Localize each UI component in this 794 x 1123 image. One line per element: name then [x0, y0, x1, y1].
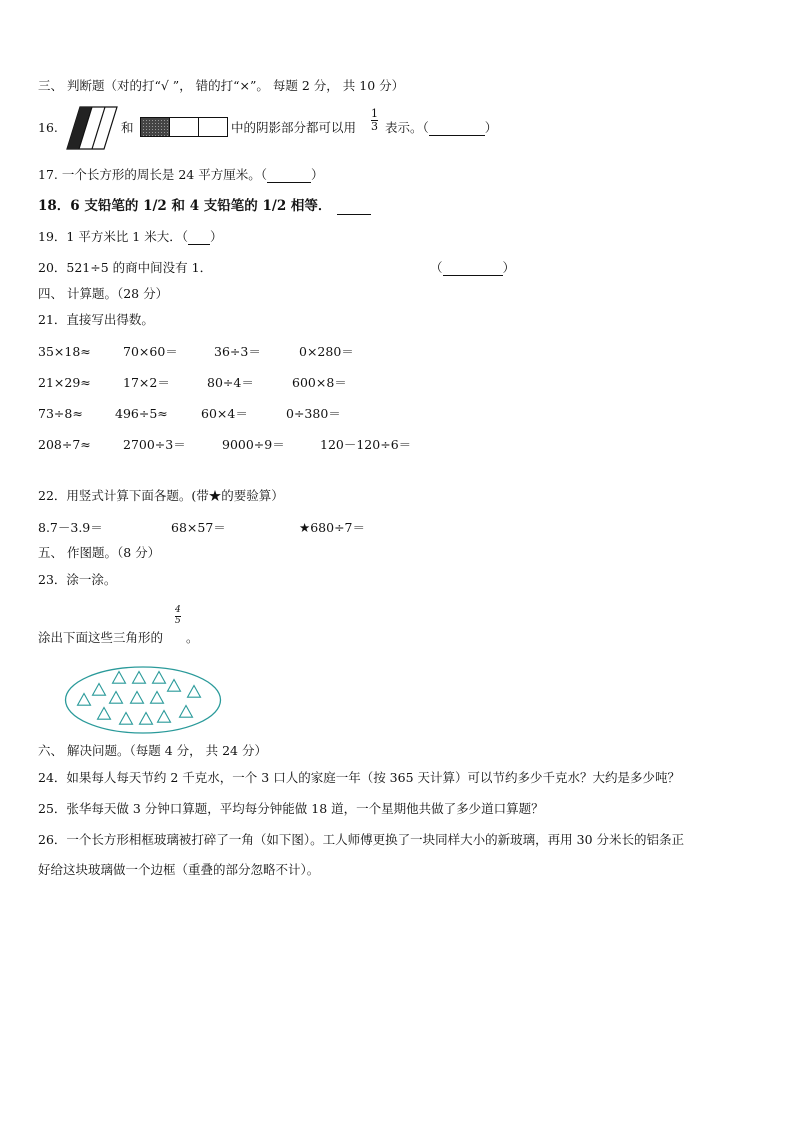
q23-frac-num: 4: [175, 605, 181, 615]
q18-line: [38, 200, 371, 215]
q18-answer-blank[interactable]: [337, 200, 371, 215]
q24-text: 24．如果每人每天节约 2 千克水，一个 3 口人的家庭一年（按 365 天计算）可以节约多少千克水？大约是多少吨？: [38, 770, 681, 785]
q21-r2-c3: 80÷4＝: [207, 375, 254, 390]
q16-fraction: [371, 108, 378, 133]
q23-tail: 。: [186, 630, 199, 645]
q19-line: [38, 231, 223, 245]
triangle-shape[interactable]: [168, 680, 181, 692]
q16-number: 16.: [38, 120, 58, 135]
q17-paren-close: ）: [310, 167, 324, 182]
q26-line-2: 好给这块玻璃做一个边框（重叠的部分忽略不计）。: [38, 862, 320, 877]
q21-title: 21．直接写出得数。: [38, 312, 154, 327]
q21-r2-c4: 600×8＝: [292, 375, 347, 390]
triangle-shape[interactable]: [133, 672, 146, 684]
triangle-shape[interactable]: [140, 713, 153, 725]
q21-r4-c2: 2700÷3＝: [123, 437, 186, 452]
q23-title: 23．涂一涂。: [38, 572, 117, 587]
q21-r1-c4: 0×280＝: [299, 344, 354, 359]
q17-line: [38, 169, 323, 183]
q17-text: 17. 一个长方形的周长是 24 平方厘米。（: [38, 167, 267, 182]
triangle-shape[interactable]: [93, 684, 106, 696]
section-3-heading: 三、 判断题（对的打“√ ”， 错的打“×”。 每题 2 分， 共 10 分）: [38, 78, 405, 93]
section-4-heading: 四、 计算题。（28 分）: [38, 286, 169, 301]
q22-item-3: ★680÷7＝: [299, 520, 365, 535]
triangle-shape[interactable]: [78, 694, 91, 706]
q16-parallelogram-figure: [66, 106, 118, 150]
q21-r3-c2: 496÷5≈: [115, 406, 168, 421]
q16-frac-den: 3: [371, 120, 378, 133]
q19-paren-close: ）: [209, 229, 223, 244]
q20-paren-open: （: [430, 260, 443, 275]
q16-text-after: [385, 122, 497, 136]
q21-r1-c3: 36÷3＝: [214, 344, 261, 359]
q19-text: 19．1 平方米比 1 米大．（: [38, 229, 188, 244]
triangle-shape[interactable]: [188, 686, 201, 698]
section-6-heading: 六、 解决问题。（每题 4 分， 共 24 分）: [38, 743, 267, 758]
q22-title: 22．用竖式计算下面各题。(带★的要验算）: [38, 488, 284, 503]
triangle-shape[interactable]: [120, 713, 133, 725]
q23-triangles: [78, 672, 201, 725]
triangle-shape[interactable]: [180, 706, 193, 718]
q23-frac-den: 5: [175, 616, 181, 626]
q21-r1-c2: 70×60＝: [123, 344, 178, 359]
q20-paren-close: ）: [502, 260, 516, 275]
q16-paren-close: ）: [484, 120, 498, 135]
triangle-shape[interactable]: [158, 711, 171, 723]
q18-text: 18．6 支铅笔的 1/2 和 4 支铅笔的 1/2 相等．: [38, 198, 332, 214]
q26-line-1: 26．一个长方形相框玻璃被打碎了一角（如下图）。工人师傅更换了一块同样大小的新玻璃，再用 30 分米长的铝条正: [38, 832, 685, 847]
q21-r4-c3: 9000÷9＝: [222, 437, 285, 452]
triangle-shape[interactable]: [113, 672, 126, 684]
q23-text: 涂出下面这些三角形的: [38, 630, 164, 645]
q21-r2-c2: 17×2＝: [123, 375, 170, 390]
q21-r3-c3: 60×4＝: [201, 406, 248, 421]
q20-answer-blank[interactable]: [443, 262, 503, 276]
q16-after-label: 表示。: [385, 120, 423, 135]
triangle-shape[interactable]: [153, 672, 166, 684]
q22-item-2: 68×57＝: [171, 520, 226, 535]
q21-r4-c1: 208÷7≈: [38, 437, 91, 452]
q21-r3-c4: 0÷380＝: [286, 406, 341, 421]
q20-answer: [430, 262, 515, 276]
triangle-shape[interactable]: [110, 692, 123, 704]
q21-r2-c1: 21×29≈: [38, 375, 91, 390]
q20-text: 20．521÷5 的商中间没有 1．: [38, 260, 213, 275]
q23-fraction: [175, 606, 181, 627]
q21-r1-c1: 35×18≈: [38, 344, 91, 359]
q19-answer-blank[interactable]: [188, 231, 210, 245]
q16-strip-figure: [140, 117, 228, 137]
q22-item-1: 8.7－3.9＝: [38, 520, 103, 535]
q16-connector: 和: [121, 120, 134, 135]
q23-ellipse: [66, 667, 221, 733]
q17-answer-blank[interactable]: [267, 169, 311, 183]
q25-text: 25．张华每天做 3 分钟口算题，平均每分钟能做 18 道，一个星期他共做了多少道口算题？: [38, 801, 544, 816]
section-5-heading: 五、 作图题。（8 分）: [38, 545, 161, 560]
q21-r4-c4: 120－120÷6＝: [320, 437, 412, 452]
triangle-shape[interactable]: [151, 692, 164, 704]
q16-frac-num: 1: [371, 107, 378, 120]
q21-r3-c1: 73÷8≈: [38, 406, 83, 421]
q16-text-before: 中的阴影部分都可以用: [231, 120, 357, 135]
triangle-shape[interactable]: [131, 692, 144, 704]
q16-paren-open: （: [422, 120, 429, 135]
q23-ellipse-figure: [64, 664, 224, 736]
triangle-shape[interactable]: [98, 708, 111, 720]
q16-answer-blank[interactable]: [429, 122, 485, 136]
